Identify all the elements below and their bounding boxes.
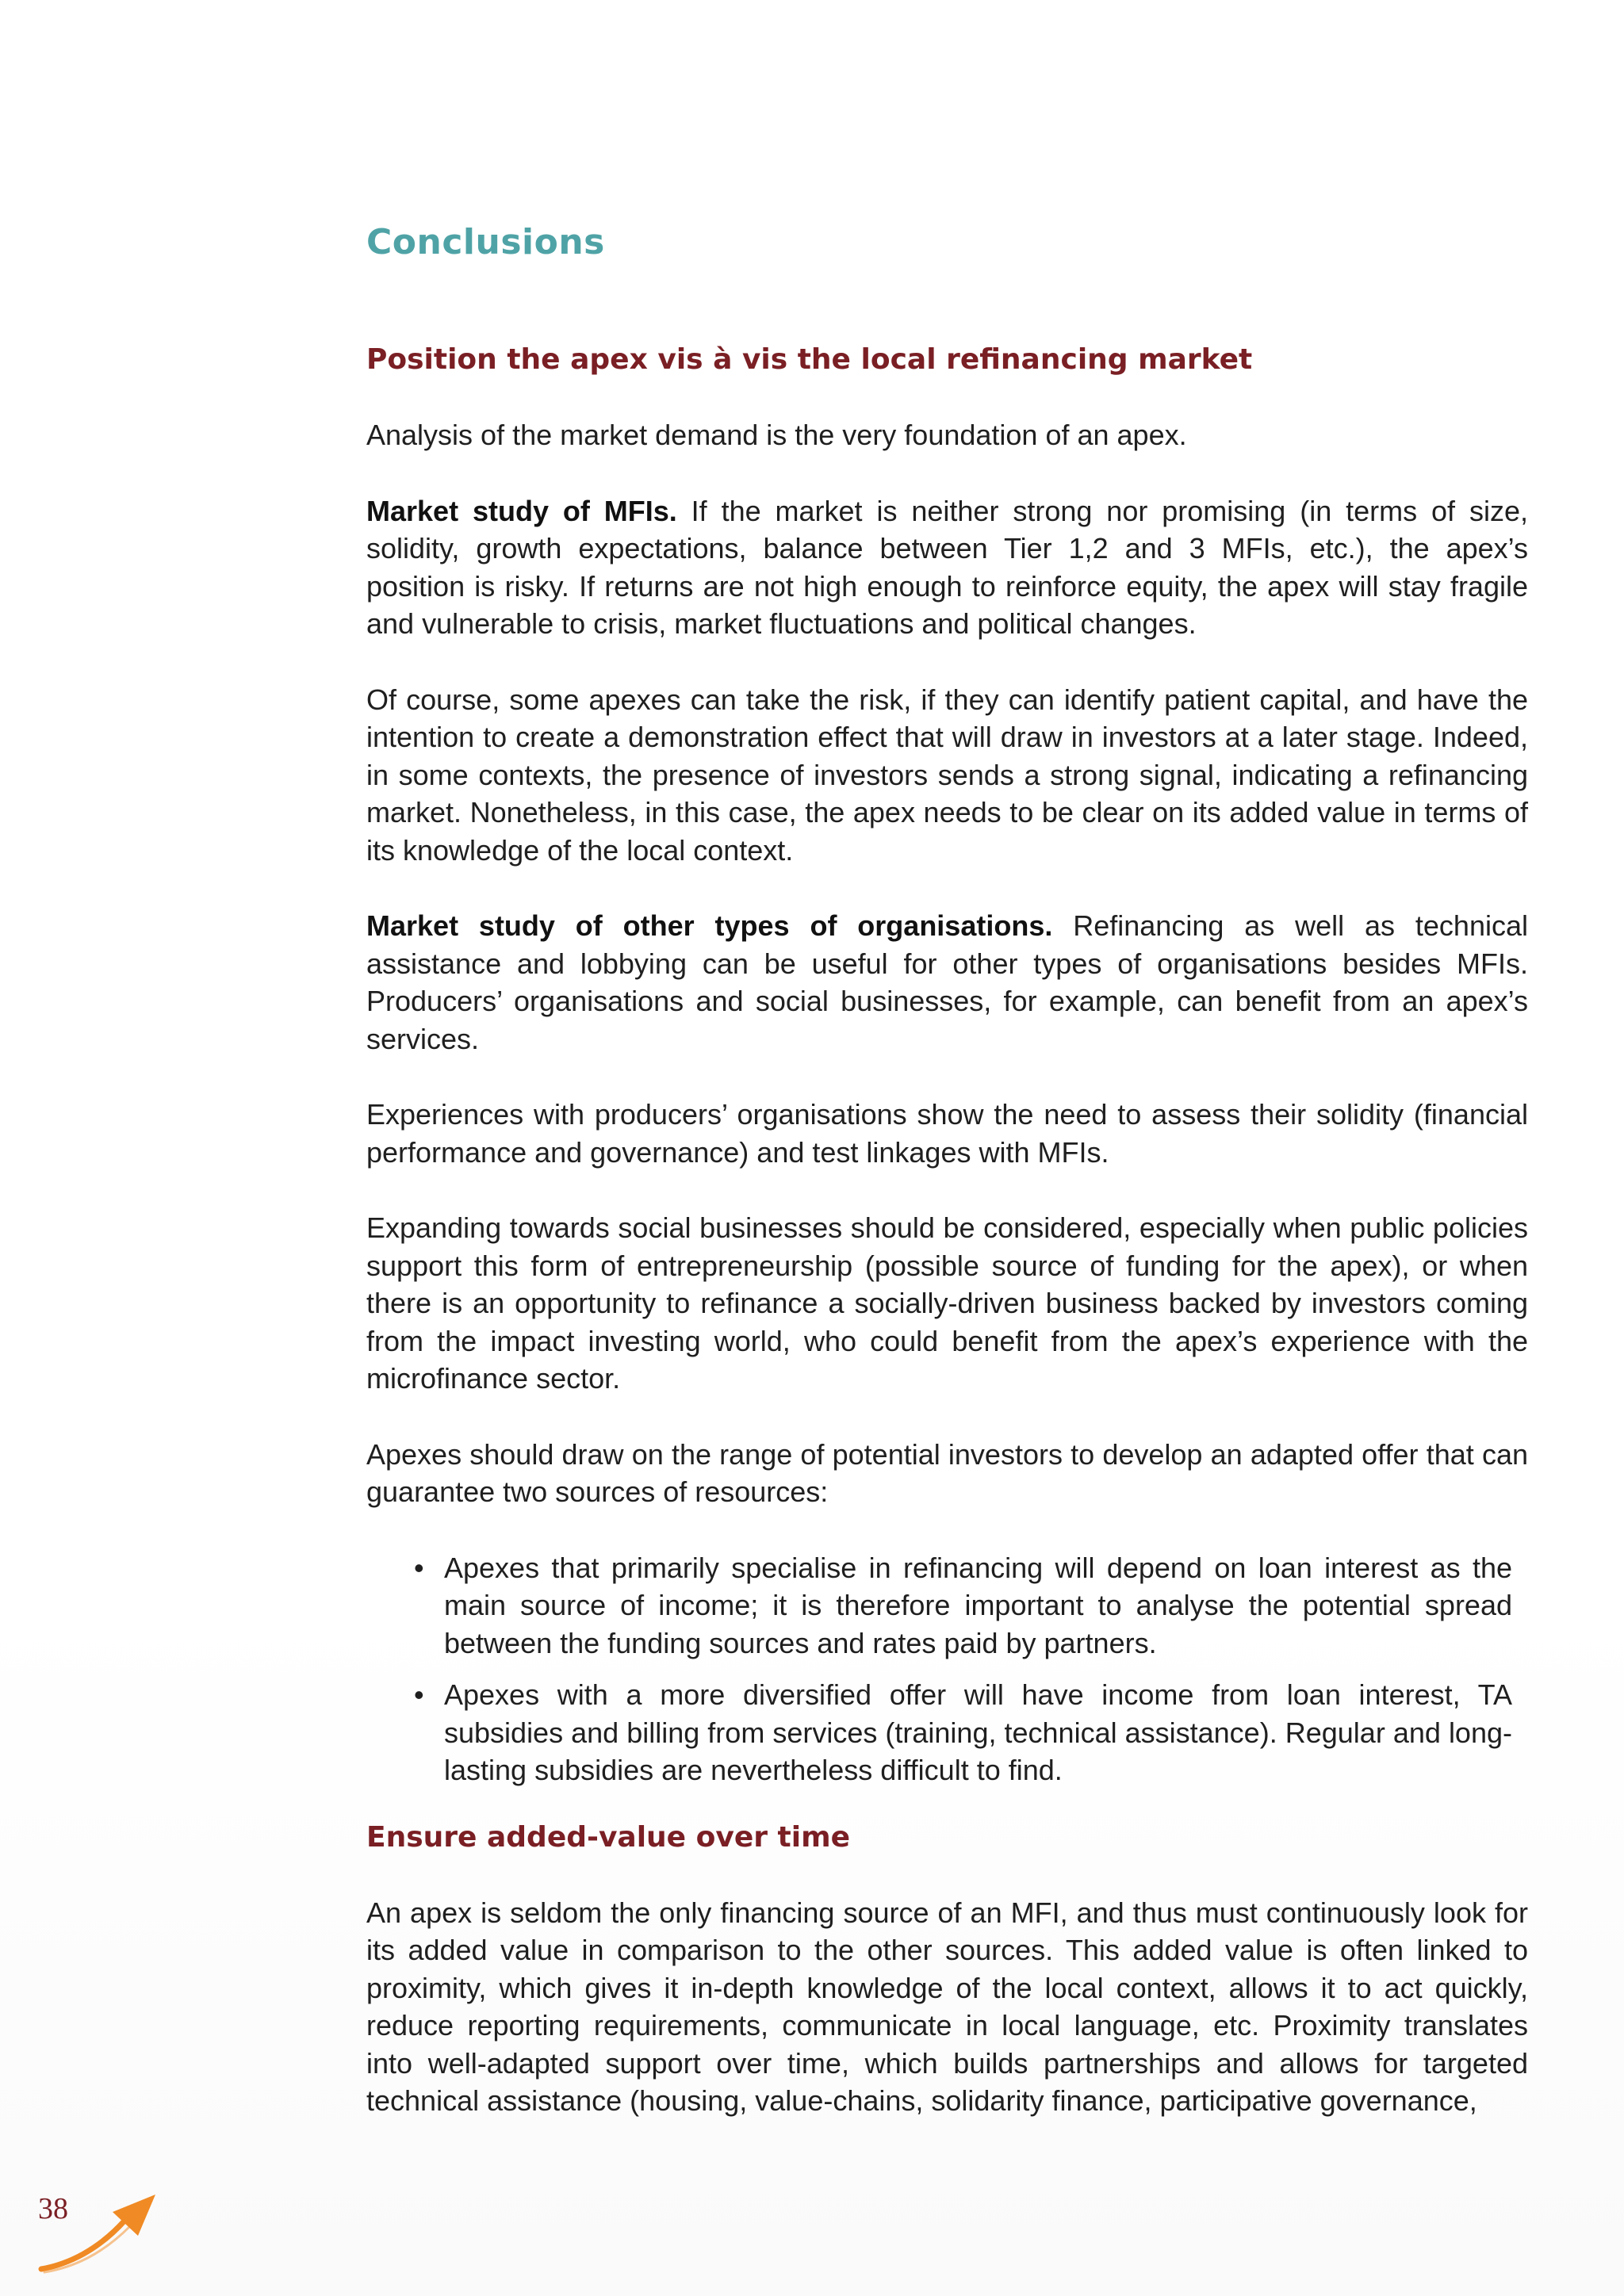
paragraph-investors: Apexes should draw on the range of potential investors to develop an adapted offer that can guarantee two sources of resources: <box>366 1437 1528 1508</box>
paragraph-producers-organisations: Experiences with producers’ organisations show the need to assess their solidity (financial performance and governance) and test linkages with MFIs. <box>366 1098 1528 1169</box>
paragraph-market-study-other <box>366 907 1528 1058</box>
list-item: • Apexes with a more diversified offer will have income from loan interest, TA subsidies and billing from services (training, technical assistance). Regular and long-lasting subsidies are nevertheless difficult to find. <box>414 1676 1512 1789</box>
bullet-list <box>366 1549 1512 1789</box>
arrow-icon <box>36 2188 163 2275</box>
list-item: • Apexes that primarily specialise in refinancing will depend on loan interest as the main source of income; it is therefore important to analyse the potential spread between the funding sources and rates paid by partners. <box>414 1549 1512 1663</box>
subheading-added-value: Ensure added-value over time <box>366 1820 850 1854</box>
paragraph-apex-financing: An apex is seldom the only financing source of an MFI, and thus must continuously look for its added value in comparison to the other sources. This added value is often linked to proximity, which gives it in-depth knowledge of the local context, allows it to act quickly, reduce reporting requirements, communicate in local language, etc. Proximity translates into well-adapted support over time, which builds partnerships and allows for targeted technical assistance (housing, value-chains, solidarity finance, participative governance, <box>366 1896 1528 2117</box>
lead-in-market-study-mfis: Market study of MFIs. <box>366 494 677 527</box>
paragraph-risk: Of course, some apexes can take the risk, if they can identify patient capital, and have the intention to create a demonstration effect that will draw in investors at a later stage. Indeed, in some contexts, the presence of investors sends a strong signal, indicating a refinancing market. Nonetheless, in this case, the apex needs to be clear on its added value in terms of its knowledge of the local context. <box>366 683 1528 867</box>
page-number: 38 <box>38 2192 68 2225</box>
paragraph-market-study-mfis <box>366 492 1528 643</box>
page-content <box>366 222 1528 2158</box>
section-title: Conclusions <box>366 222 605 262</box>
subheading-position-apex: Position the apex vis à vis the local refinancing market <box>366 343 1253 376</box>
paragraph-body: If the market is neither strong nor promising (in terms of size, solidity, growth expectations, balance between Tier 1,2 and 3 MFIs, etc.), the apex’s position is risky. If returns are not high enough to reinforce equity, the apex will stay fragile and vulnerable to crisis, market fluctuations and political changes. <box>366 494 1528 640</box>
paragraph-body: Refinancing as well as technical assistance and lobbying can be useful for other types of organisations besides MFIs. Producers’ organisations and social businesses, for example, can benefit from an apex’s services. <box>366 909 1528 1055</box>
lead-in-market-study-other: Market study of other types of organisations. <box>366 909 1053 942</box>
paragraph-market-demand: Analysis of the market demand is the very foundation of an apex. <box>366 419 1187 451</box>
paragraph-social-businesses: Expanding towards social businesses should be considered, especially when public policies support this form of entrepreneurship (possible source of funding for the apex), or when there is an opportunity to refinance a socially-driven business backed by investors coming from the impact investing world, who could benefit from the apex’s experience with the microfinance sector. <box>366 1211 1528 1395</box>
